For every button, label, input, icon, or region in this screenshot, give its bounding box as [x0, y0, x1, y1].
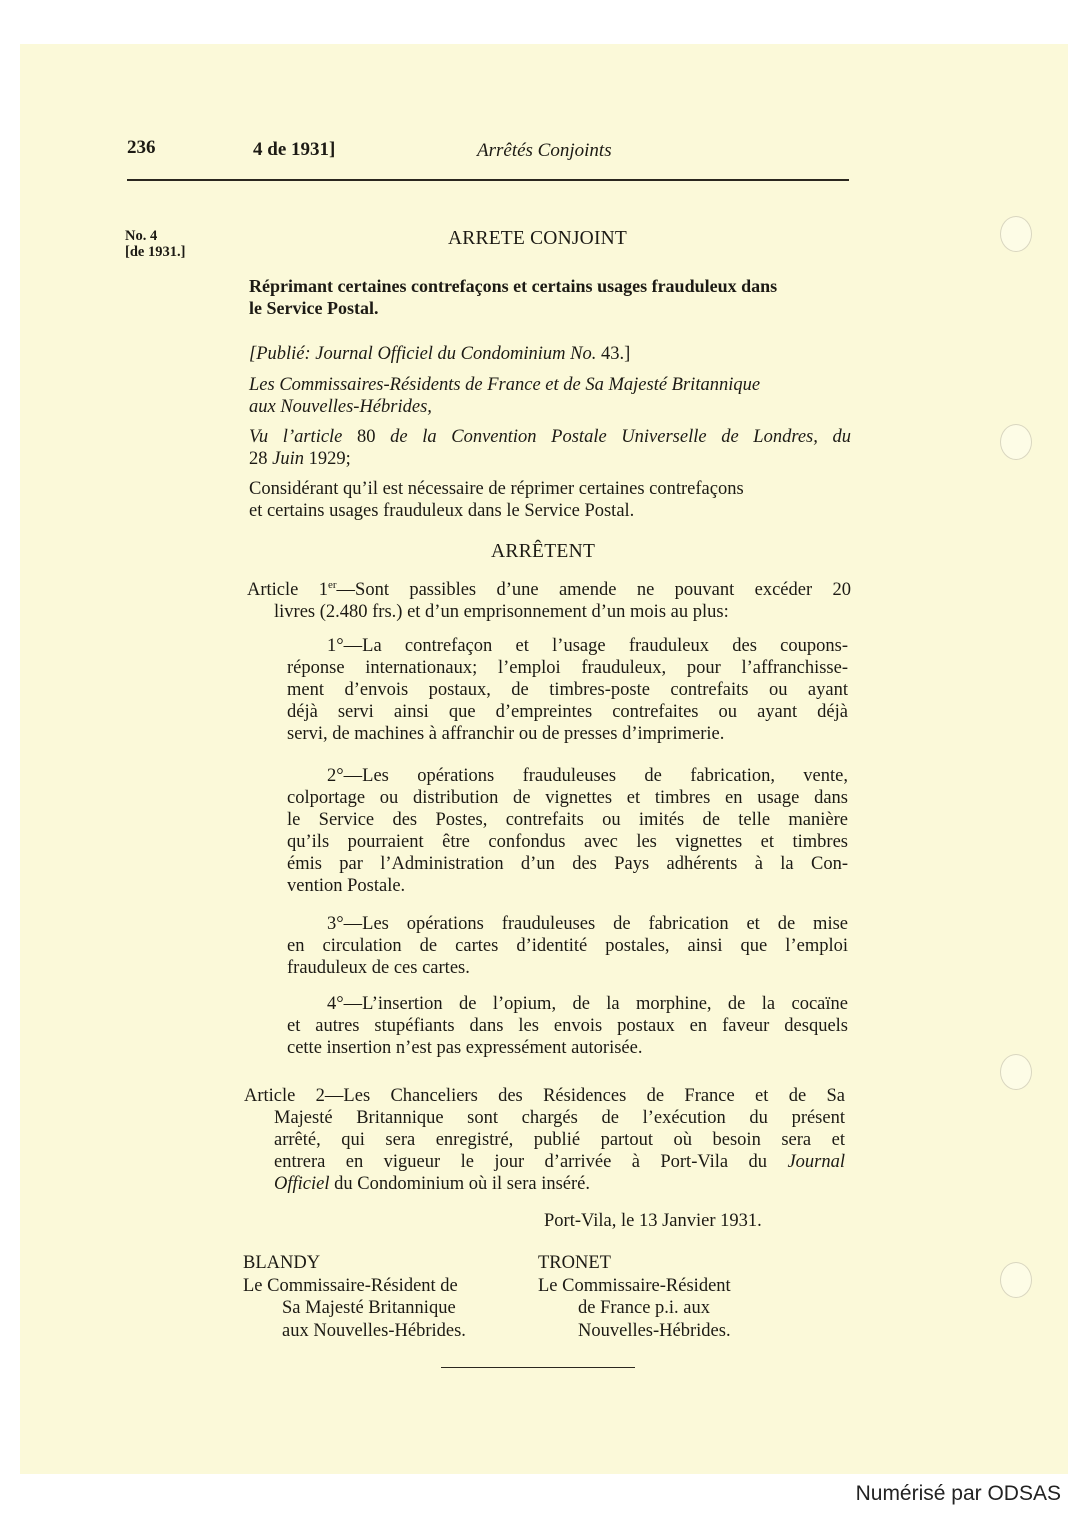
item-line: colportage ou distribution de vignettes et timbres en usage dans	[287, 788, 848, 808]
binder-hole-3	[1000, 1054, 1032, 1090]
item-line: frauduleux de ces cartes.	[287, 958, 470, 978]
vu-month: Juin	[272, 449, 304, 469]
signatory-name: TRONET	[538, 1253, 611, 1273]
item-line: cette insertion n’est pas expressément autorisée.	[287, 1038, 643, 1058]
publication-note	[249, 343, 630, 365]
arretent-heading: ARRÊTENT	[491, 541, 596, 562]
item-line: 2°—Les opérations frauduleuses de fabrication, vente,	[327, 766, 848, 786]
article-2	[244, 1085, 845, 1195]
signatory-title: aux Nouvelles-Hébrides.	[282, 1320, 466, 1341]
signature-tronet	[538, 1252, 731, 1342]
item-line: 1°—La contrefaçon et l’usage frauduleux des coupons-	[327, 636, 848, 656]
article-2-officiel: Officiel	[274, 1174, 330, 1194]
item-line: en circulation de cartes d’identité postales, ainsi que l’emploi	[287, 936, 848, 956]
article-1-item-3	[287, 913, 848, 979]
subtitle-line: Réprimant certaines contrefaçons et certains usages frauduleux dans	[249, 276, 778, 296]
signature-blandy	[243, 1252, 466, 1342]
considerant-line: et certains usages frauduleux dans le Service Postal.	[249, 501, 635, 521]
article-2-line: Majesté Britannique sont chargés de l’exécution du présent	[274, 1108, 845, 1128]
article-2-text: du Condominium où il sera inséré.	[334, 1174, 590, 1194]
binder-hole-2	[1000, 424, 1032, 460]
margin-note-number: No. 4	[125, 228, 158, 244]
vu-convention: de la Convention Postale Universelle de Londres, du	[390, 427, 851, 447]
item-line: réponse internationaux; l’emploi frauduleux, pour l’affranchisse-	[287, 658, 848, 678]
article-1-item-4	[287, 993, 848, 1059]
article-1-label: Article 1	[247, 580, 328, 600]
vu-label: Vu l’article	[249, 427, 343, 447]
vu-year: 1929;	[308, 449, 351, 469]
vu-article-number: 80	[357, 427, 376, 447]
item-line: 3°—Les opérations frauduleuses de fabrication et de mise	[327, 914, 848, 934]
date-place: Port-Vila, le 13 Janvier 1931.	[544, 1211, 762, 1231]
article-1-item-1	[287, 635, 848, 745]
preamble-vu	[249, 426, 851, 470]
vu-day: 28	[249, 449, 268, 469]
article-1-sup: er	[327, 578, 337, 591]
header-rule	[127, 179, 849, 181]
header-reference: 4 de 1931]	[253, 139, 336, 160]
page-number: 236	[127, 137, 156, 158]
item-line: émis par l’Administration d’un des Pays adhérents à la Con-	[287, 854, 848, 874]
considerant	[249, 478, 851, 522]
signatory-title: Le Commissaire-Résident de	[243, 1275, 458, 1296]
article-2-text: entrera en vigueur le jour d’arrivée à Port-Vila du	[274, 1152, 768, 1172]
closing-rule	[441, 1367, 635, 1368]
binder-hole-4	[1000, 1262, 1032, 1298]
article-1	[247, 579, 851, 623]
signatory-title: Nouvelles-Hébrides.	[578, 1320, 731, 1341]
document-title: ARRETE CONJOINT	[448, 228, 628, 249]
publication-prefix: [Publié: Journal Officiel du Condominium No.	[249, 344, 597, 364]
article-1-item-2	[287, 765, 848, 897]
article-2-line: Article 2—Les Chanceliers des Résidences de France et de Sa	[244, 1086, 845, 1106]
preamble-line: Les Commissaires-Résidents de France et de Sa Majesté Britannique	[249, 375, 761, 395]
signatory-name: BLANDY	[243, 1253, 321, 1273]
item-line: 4°—L’insertion de l’opium, de la morphine, de la cocaïne	[327, 994, 848, 1014]
margin-note	[125, 228, 185, 260]
article-1-text: —Sont passibles d’une amende ne pouvant excéder 20	[336, 580, 851, 600]
item-line: servi, de machines à affranchir ou de presses d’imprimerie.	[287, 724, 725, 744]
item-line: vention Postale.	[287, 876, 406, 896]
running-title: Arrêtés Conjoints	[477, 140, 612, 161]
item-line: ment d’envois postaux, de timbres-poste contrefaits ou ayant	[287, 680, 848, 700]
subtitle	[249, 275, 851, 319]
digitization-credit: Numérisé par ODSAS	[855, 1482, 1061, 1505]
item-line: le Service des Postes, contrefaits ou imités de telle manière	[287, 810, 848, 830]
item-line: qu’ils pourraient être confondus avec les vignettes et timbres	[287, 832, 848, 852]
preamble-line: aux Nouvelles-Hébrides,	[249, 397, 432, 417]
item-line: et autres stupéfiants dans les envois postaux en faveur desquels	[287, 1016, 848, 1036]
margin-note-year: [de 1931.]	[125, 244, 186, 260]
considerant-line: Considérant qu’il est nécessaire de réprimer certaines contrefaçons	[249, 479, 744, 499]
signatory-title: de France p.i. aux	[578, 1298, 711, 1318]
article-2-line: arrêté, qui sera enregistré, publié partout où besoin sera et	[274, 1130, 845, 1150]
publication-number: 43.]	[601, 344, 631, 364]
article-2-journal: Journal	[787, 1152, 845, 1172]
article-1-line2: livres (2.480 frs.) et d’un emprisonnement d’un mois au plus:	[274, 602, 729, 622]
signatory-title: Sa Majesté Britannique	[282, 1298, 456, 1318]
signatory-title: Le Commissaire-Résident	[538, 1275, 731, 1296]
item-line: déjà servi ainsi que d’empreintes contrefaites ou ayant déjà	[287, 702, 848, 722]
binder-hole-1	[1000, 216, 1032, 252]
preamble-commissioners	[249, 374, 851, 418]
subtitle-line: le Service Postal.	[249, 298, 379, 318]
